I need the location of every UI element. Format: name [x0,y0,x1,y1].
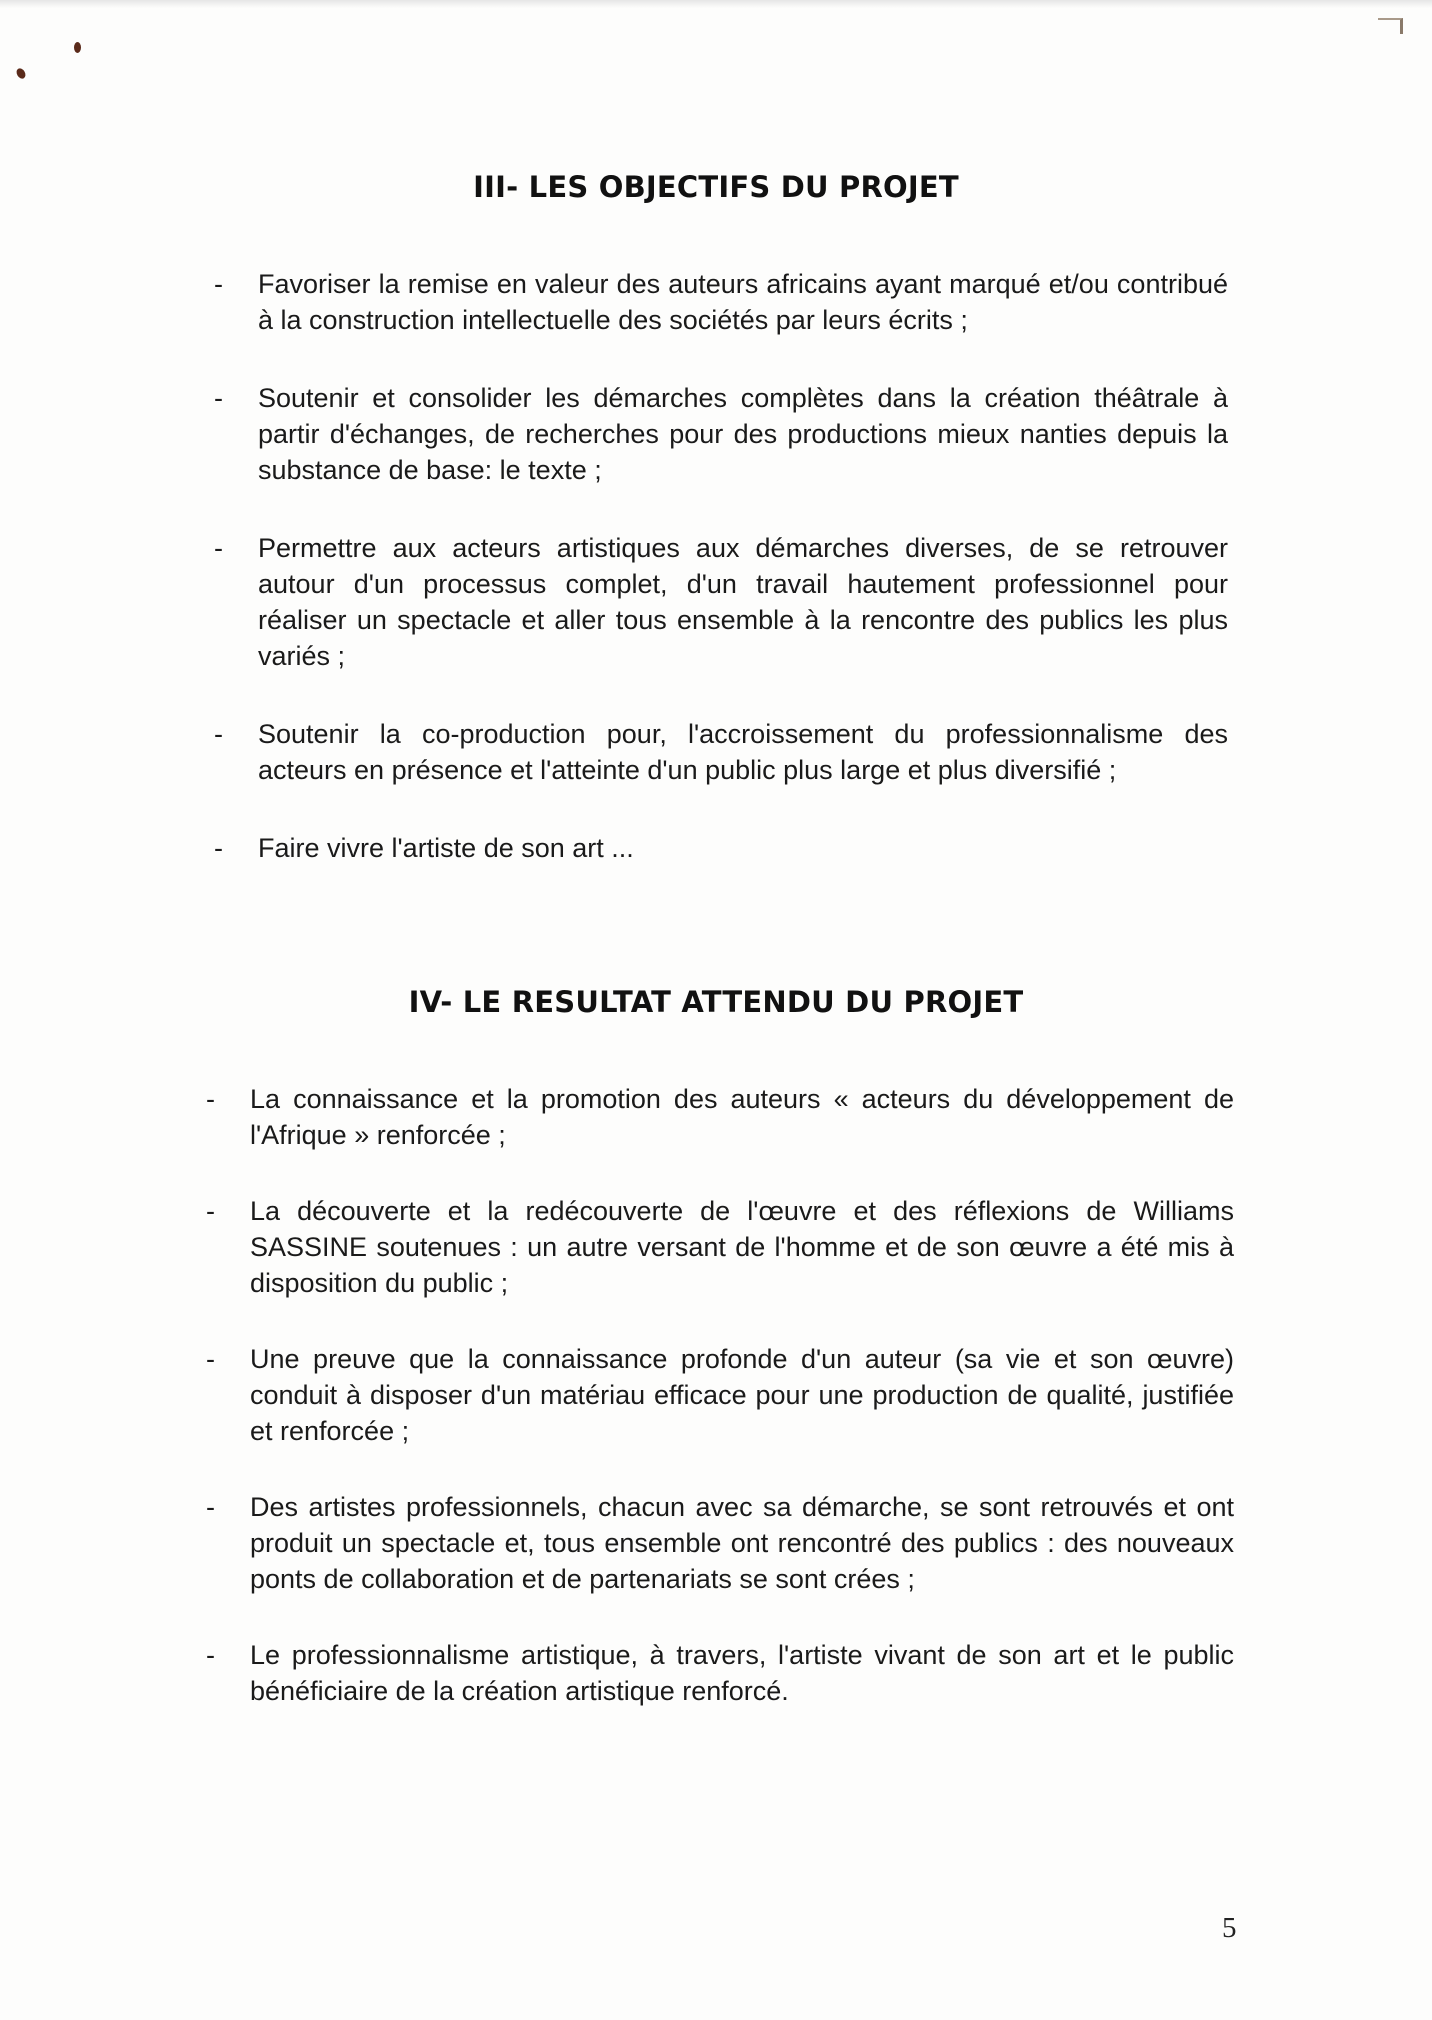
list-item [214,830,1228,866]
list-item-text: Permettre aux acteurs artistiques aux démarches diverses, de se retrouver autour d'un processus complet, d'un travail hautement professionnel pour réaliser un spectacle et aller tous ensemble à la rencontre des publics les plus variés ; [258,533,1228,671]
list-item-text: Favoriser la remise en valeur des auteurs africains ayant marqué et/ou contribué à la construction intellectuelle des sociétés par leurs écrits ; [258,269,1228,335]
list-item-text: Des artistes professionnels, chacun avec sa démarche, se sont retrouvés et ont produit un spectacle et, tous ensemble ont rencontré des publics : des nouveaux ponts de collaboration et de partenariats se sont crées ; [250,1492,1234,1594]
list-item [206,1081,1234,1153]
section-title: IV- LE RESULTAT ATTENDU DU PROJET [408,985,1024,1019]
list-item [214,380,1228,488]
list-item [214,266,1228,338]
bullet-dash: - [206,1492,215,1522]
list-item [206,1637,1234,1709]
list-item-text: Faire vivre l'artiste de son art ... [258,833,634,863]
bullet-dash: - [206,1084,215,1114]
bullet-dash: - [206,1196,215,1226]
bullet-dash: - [206,1344,215,1374]
list-item-text: Le professionnalisme artistique, à travers, l'artiste vivant de son art et le public bénéficiaire de la création artistique renforcé. [250,1640,1234,1706]
bullet-dash: - [214,383,223,413]
page-number: 5 [1222,1912,1237,1944]
list-item [206,1193,1234,1301]
bullet-dash: - [214,269,223,299]
bullet-dash: - [214,833,223,863]
section-resultat [0,985,1432,1749]
list-item-text: La connaissance et la promotion des auteurs « acteurs du développement de l'Afrique » renforcée ; [250,1084,1234,1150]
results-list [206,1081,1234,1709]
bullet-dash: - [206,1640,215,1670]
section-title: III- LES OBJECTIFS DU PROJET [473,170,959,204]
objectives-list [214,266,1228,866]
bullet-dash: - [214,533,223,563]
list-item [214,530,1228,674]
list-item [214,716,1228,788]
list-item [206,1489,1234,1597]
list-item-text: Une preuve que la connaissance profonde d'un auteur (sa vie et son œuvre) conduit à disposer d'un matériau efficace pour une production de qualité, justifiée et renforcée ; [250,1344,1234,1446]
list-item-text: Soutenir la co-production pour, l'accroissement du professionnalisme des acteurs en présence et l'atteinte d'un public plus large et plus diversifié ; [258,719,1228,785]
staple-mark [1378,18,1403,34]
scan-top-edge [0,0,1432,8]
ink-speck [74,42,81,53]
list-item-text: Soutenir et consolider les démarches complètes dans la création théâtrale à partir d'échanges, de recherches pour des productions mieux nanties depuis la substance de base: le texte ; [258,383,1228,485]
section-objectifs [0,170,1432,908]
ink-speck [15,67,27,81]
list-item [206,1341,1234,1449]
bullet-dash: - [214,719,223,749]
list-item-text: La découverte et la redécouverte de l'œuvre et des réflexions de Williams SASSINE soutenues : un autre versant de l'homme et de son œuvre a été mis à disposition du public ; [250,1196,1234,1298]
